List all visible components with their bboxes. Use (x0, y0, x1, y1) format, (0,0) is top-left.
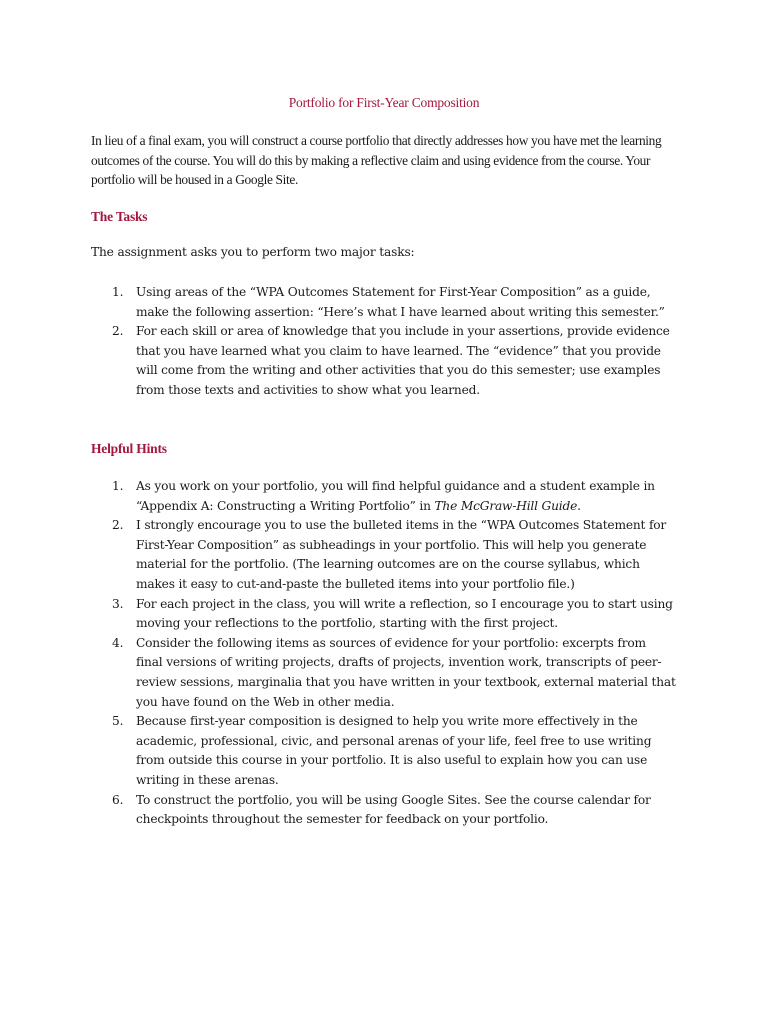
list-item-text: Because first-year composition is designed to help you write more effectively in the academic, professional, civic, and personal arenas of your life, feel free to use writing from outside this course in your portfolio. It is also useful to explain how you can use writing in these arenas. (136, 714, 652, 787)
document-title: Portfolio for First-Year Composition (288, 95, 480, 110)
list-item-text: Using areas of the “WPA Outcomes Statement for First-Year Composition” as a guide, make the following assertion: “Here’s what I have learned about writing this semester.” (136, 285, 665, 319)
list-number: 4. (112, 635, 124, 650)
list-item-text: For each project in the class, you will write a reflection, so I encourage you to start using moving your reflections to the portfolio, starting with the first project. (136, 596, 673, 631)
list-item-text: For each skill or area of knowledge that you include in your assertions, provide evidence that you have learned what you claim to have learned. The “evidence” that you provide will come from the writing and other activities that you do this semester; use examples from those texts and activities to show what you learned. (136, 324, 670, 397)
list-item-text: To construct the portfolio, you will be using Google Sites. See the course calendar for checkpoints throughout the semester for feedback on your portfolio. (136, 792, 651, 827)
list-number: 5. (112, 714, 124, 729)
list-item (0, 283, 676, 322)
list-item (0, 595, 676, 634)
list-item-text: As you work on your portfolio, you will find helpful guidance and a student example in “Appendix A: Constructing a Writing Portfolio” in (136, 479, 655, 513)
tasks-lead: The assignment asks you to perform two major tasks: (91, 245, 415, 259)
list-item-end: . (577, 498, 581, 513)
list-number: 6. (112, 792, 124, 807)
book-title: The McGraw-Hill Guide (434, 498, 578, 513)
tasks-list (0, 283, 676, 401)
list-item-text: I strongly encourage you to use the bulleted items in the “WPA Outcomes Statement for First-Year Composition” as subheadings in your portfolio. This will help you generate material for the portfolio. (The learning outcomes are on the course syllabus, which makes it easy to cut-and-paste the bulleted items into your portfolio file.) (136, 518, 667, 591)
list-item (0, 477, 676, 516)
intro-paragraph: In lieu of a final exam, you will construct a course portfolio that directly addresses how you have met the learning outcomes of the course. You will do this by making a reflective claim and using evidence from the course. Your portfolio will be housed in a Google Site. (91, 133, 662, 188)
list-number: 3. (112, 596, 124, 611)
list-item (0, 634, 676, 712)
list-item (0, 712, 676, 790)
list-number: 1. (112, 479, 124, 493)
list-item (0, 322, 676, 400)
list-item (0, 516, 676, 594)
list-number: 1. (112, 285, 124, 299)
list-item-text: Consider the following items as sources of evidence for your portfolio: excerpts from final versions of writing projects, drafts of projects, invention work, transcripts of peer-review sessions, marginalia that you have written in your textbook, external material that you have found on the Web in other media. (136, 635, 676, 709)
list-number: 2. (112, 518, 124, 533)
list-number: 2. (112, 324, 124, 339)
list-item (0, 791, 676, 830)
hints-list (0, 477, 676, 830)
hints-heading: Helpful Hints (91, 441, 167, 456)
tasks-heading: The Tasks (91, 209, 148, 224)
